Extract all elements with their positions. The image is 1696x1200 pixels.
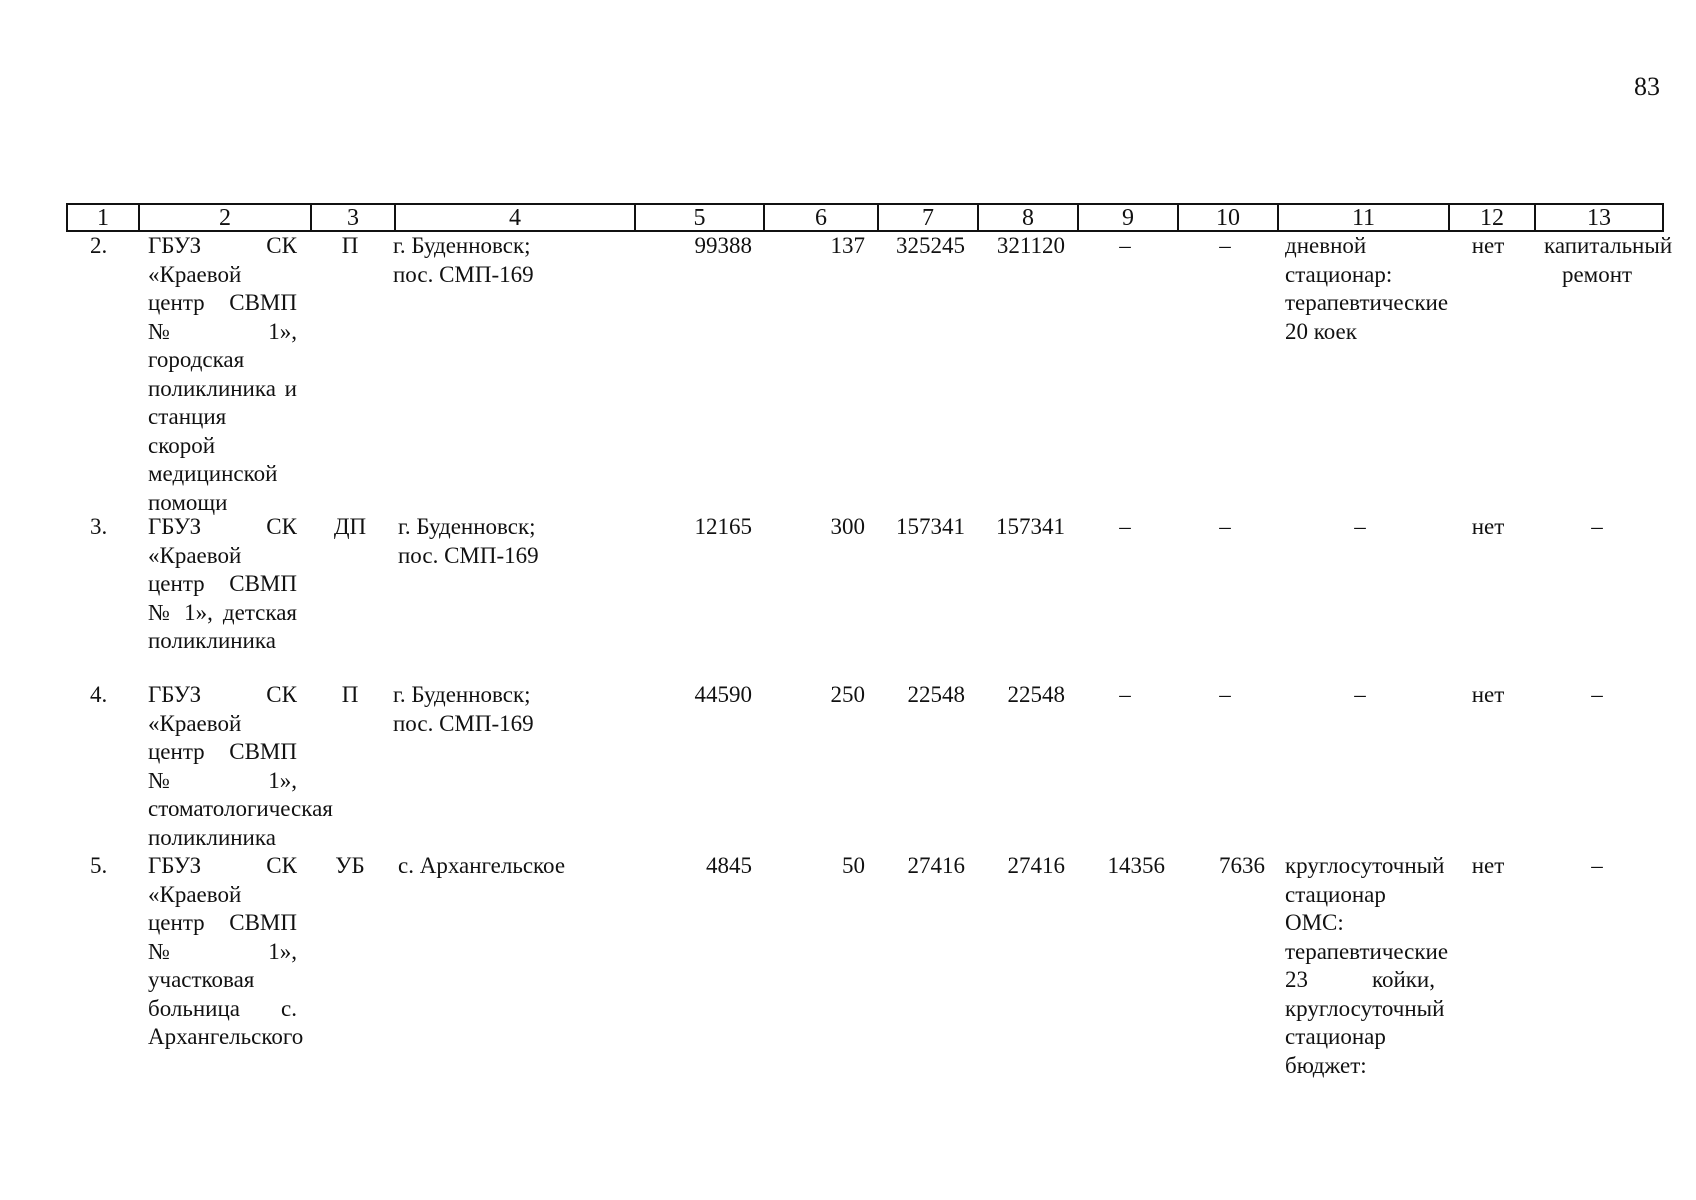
cell-col10: –: [1219, 233, 1231, 258]
cell-col8: 321120: [996, 233, 1065, 258]
cell-col5: 12165: [694, 514, 752, 539]
cell-col6: 250: [830, 682, 865, 707]
row-number: 4.: [90, 682, 108, 707]
cell-col7: 22548: [907, 682, 965, 707]
column-header-6: 6: [765, 205, 879, 230]
facility-address: г. Буденновск; пос. СМП-169: [398, 514, 539, 568]
row-number: 3.: [90, 514, 108, 539]
cell-col11: –: [1354, 682, 1366, 707]
row-number: 2.: [90, 233, 108, 258]
cell-col10: –: [1219, 682, 1231, 707]
cell-col9: –: [1119, 514, 1131, 539]
cell-col12: нет: [1471, 853, 1505, 878]
column-header-13: 13: [1587, 205, 1611, 231]
column-header-12: 12: [1450, 205, 1536, 230]
cell-col6: 300: [830, 514, 865, 539]
facility-address: г. Буденновск; пос. СМП-169: [393, 682, 534, 736]
cell-col8: 27416: [1007, 853, 1065, 878]
cell-col5: 99388: [694, 233, 752, 258]
facility-name: ГБУЗ СК «Краевой центр СВМП № 1», детская поликлиника: [148, 514, 297, 653]
row-number: 5.: [90, 853, 108, 878]
facility-type: П: [341, 682, 359, 707]
facility-name: ГБУЗ СК «Краевой центр СВМП №1», участковая больница с. Архангельского: [148, 853, 304, 1049]
column-header-4: 4: [396, 205, 636, 230]
facility-name: ГБУЗ СК «Краевой центр СВМП № 1», стоматологическая поликлиника: [148, 682, 333, 850]
cell-col9: –: [1119, 682, 1131, 707]
cell-col10: 7636: [1219, 853, 1265, 878]
cell-col13: капитальный ремонт: [1544, 233, 1673, 287]
facility-address: с. Архангельское: [398, 853, 566, 878]
cell-col7: 325245: [896, 233, 965, 258]
cell-col13: –: [1591, 514, 1603, 539]
facility-type: УБ: [335, 853, 365, 878]
page-number: 83: [1634, 72, 1660, 101]
cell-col11: дневной стационар: терапевтические 20 коек: [1285, 233, 1449, 344]
cell-col6: 137: [830, 233, 865, 258]
cell-col8: 157341: [996, 514, 1065, 539]
cell-col11: –: [1354, 514, 1366, 539]
table-header-row: [66, 203, 1664, 232]
facility-name: ГБУЗ СК «Краевой центр СВМП № 1», городская поликлиника и станция скорой медицинской помощи: [148, 233, 297, 515]
cell-col10: –: [1219, 514, 1231, 539]
column-header-10: 10: [1179, 205, 1279, 230]
column-header-9: 9: [1079, 205, 1179, 230]
cell-col13: –: [1591, 853, 1603, 878]
cell-col12: нет: [1471, 514, 1505, 539]
facility-address: г. Буденновск; пос. СМП-169: [393, 233, 534, 287]
column-header-11: 11: [1279, 205, 1450, 230]
cell-col13: –: [1591, 682, 1603, 707]
cell-col7: 27416: [907, 853, 965, 878]
cell-col9: –: [1119, 233, 1131, 258]
cell-col7: 157341: [896, 514, 965, 539]
column-header-1: 1: [68, 205, 140, 230]
cell-col6: 50: [842, 853, 865, 878]
facility-type: П: [341, 233, 359, 258]
cell-col12: нет: [1471, 682, 1505, 707]
facility-type: ДП: [333, 514, 367, 539]
cell-col11: круглосуточный стационар ОМС: терапевтические 23 койки, круглосуточный стационар бюджет:: [1285, 853, 1449, 1078]
column-header-2: 2: [140, 205, 312, 230]
cell-col5: 4845: [706, 853, 752, 878]
column-header-7: 7: [879, 205, 979, 230]
column-header-3: 3: [312, 205, 396, 230]
cell-col9: 14356: [1107, 853, 1165, 878]
cell-col8: 22548: [1007, 682, 1065, 707]
cell-col12: нет: [1471, 233, 1505, 258]
column-header-8: 8: [979, 205, 1079, 230]
cell-col5: 44590: [694, 682, 752, 707]
column-header-5: 5: [636, 205, 765, 230]
